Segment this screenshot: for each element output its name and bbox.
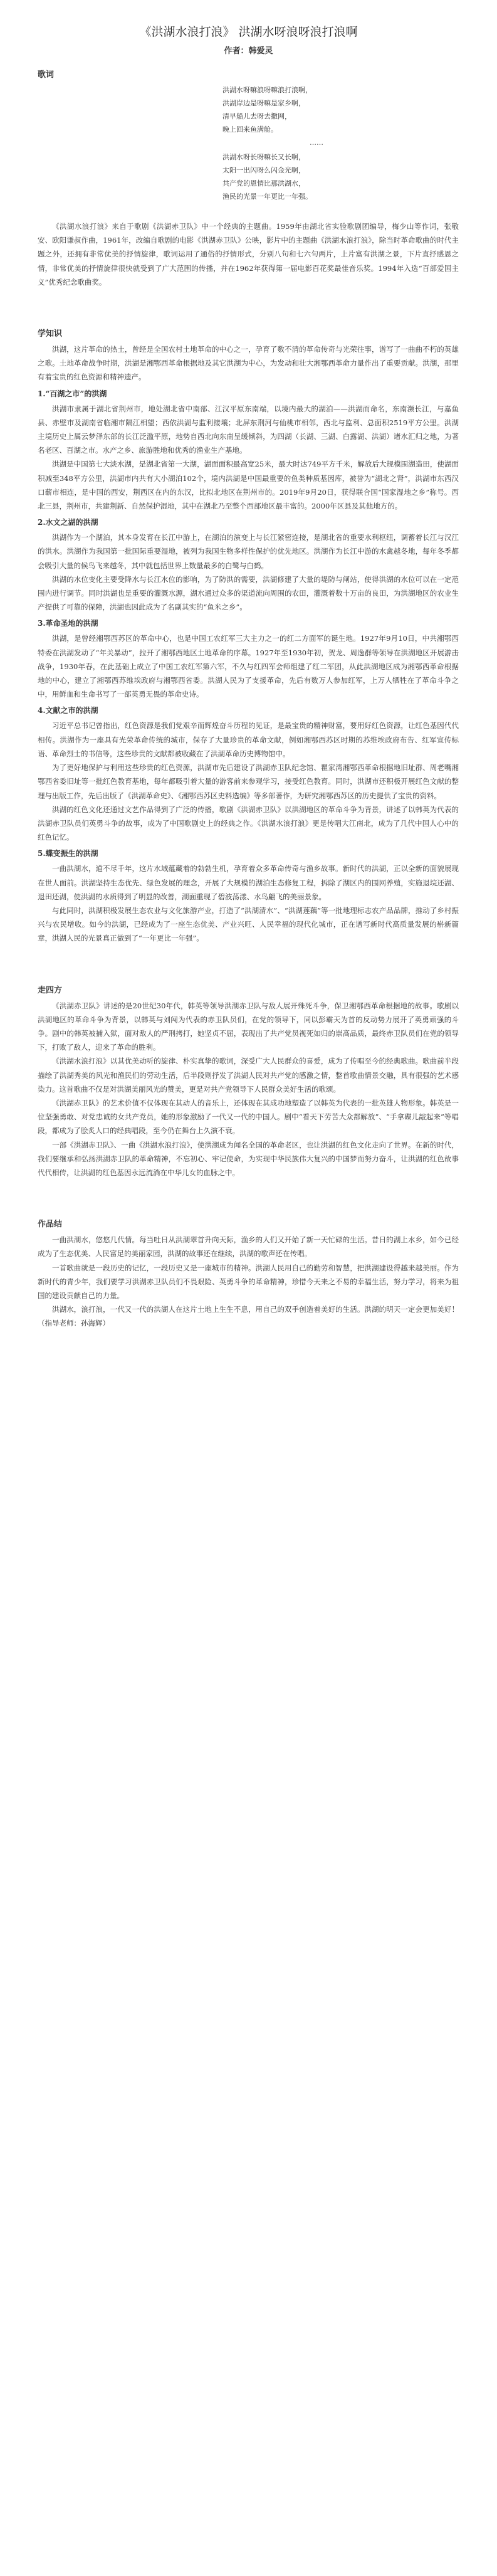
section-5-paragraph: 一曲洪湖水，道不尽千年，这片水域蕴藏着的勃勃生机，孕育着众多革命传奇与渔乡故事。新时代的洪湖，正以全新的面貌展现在世人面前。洪湖坚持生态优先、绿色发展的理念，开展了大规模的湖泊生态修复工程，拆除了湖区内的围网养殖，实施退垸还湖、退田还湖，使洪湖的水质得到了明显的改善，湖面重现了碧波荡漾、水鸟翩飞的美丽景象。 bbox=[38, 864, 459, 901]
author-name: 韩爱灵 bbox=[248, 46, 273, 56]
walk-paragraph: 《洪湖赤卫队》的艺术价值不仅体现在其动人的音乐上，还体现在其成功地塑造了以韩英为代表的一批英雄人物形象。韩英是一位坚强勇敢、对党忠诚的女共产党员，她的形象激励了一代又一代的中国人。剧中“看天下劳苦大众都解放”、“手拿碟儿敲起来”等唱段，都成为了脍炙人口的经典唱段，至今仍在舞台上久演不衰。 bbox=[38, 1098, 459, 1136]
section-4-title: 4.文献之市的洪湖 bbox=[38, 706, 98, 715]
summary-heading: 作品结 bbox=[38, 1220, 63, 1230]
lyrics-heading: 歌词 bbox=[38, 70, 55, 80]
author-line bbox=[0, 44, 497, 56]
section-4-paragraph: 洪湖的红色文化还通过文艺作品得到了广泛的传播，歌剧《洪湖赤卫队》以洪湖地区的革命斗争为背景，讲述了以韩英为代表的洪湖赤卫队员们英勇斗争的故事，成为了中国歌剧史上的经典之作。《洪湖水浪打浪》更是传唱大江南北，成为了几代中国人心中的红色记忆。 bbox=[38, 805, 459, 842]
article-body bbox=[38, 60, 459, 1331]
study-intro: 洪湖，这片革命的热土，曾经是全国农村土地革命的中心之一，孕育了数不清的革命传奇与光荣往事，谱写了一曲曲不朽的英雄之歌。土地革命战争时期，洪湖是湘鄂西革命根据地及其它洪湖为中心，为发动和壮大湘鄂西革命力量作出了重要贡献。洪湖，那里有着宝贵的红色资源和精神遗产。 bbox=[38, 345, 459, 382]
section-3-title: 3.革命圣地的洪湖 bbox=[38, 619, 98, 628]
lyrics-stanza-2 bbox=[222, 150, 411, 203]
summary-paragraph: 洪湖水，浪打浪，一代又一代的洪湖人在这片土地上生生不息，用自己的双手创造着美好的生活。洪湖的明天一定会更加美好！（指导老师：孙海辉） bbox=[38, 1305, 459, 1328]
lyric-line: 清早船儿去呀去撒网， bbox=[222, 112, 291, 120]
lyric-line: 晚上回来鱼满舱。 bbox=[222, 125, 278, 134]
section-5-paragraph: 与此同时，洪湖积极发展生态农业与文化旅游产业，打造了“洪湖清水”、“洪湖莲藕”等一批地理标志农产品品牌，推动了乡村振兴与农民增收。如今的洪湖，已经成为了一座生态优美、产业兴旺、人民幸福的现代化城市，正在谱写新时代高质量发展的崭新篇章，洪湖人民的光景真正做到了“一年更比一年强”。 bbox=[38, 905, 459, 943]
lyric-line: 洪湖水呀嘛浪呀嘛浪打浪啊， bbox=[222, 86, 312, 94]
walk-heading: 走四方 bbox=[38, 985, 63, 995]
walk-paragraph: 《洪湖赤卫队》讲述的是20世纪30年代，韩英等领导洪湖赤卫队与敌人展开殊死斗争，保卫湘鄂西革命根据地的故事。歌剧以洪湖地区的革命斗争为背景，以韩英与刘闯为代表的赤卫队员们，在党的领导下，同以彭霸天为首的反动势力展开了英勇顽强的斗争。剧中的韩英被捕入狱，面对敌人的严刑拷打，她坚贞不屈，表现出了共产党员视死如归的崇高品质，最终赤卫队员们在党的领导下，打败了敌人，迎来了革命的胜利。 bbox=[38, 1001, 459, 1052]
section-4-paragraph: 习近平总书记曾指出，红色资源是我们党艰辛而辉煌奋斗历程的见证，是最宝贵的精神财富，要用好红色资源，让红色基因代代相传。洪湖作为一座具有光荣革命传统的城市，保存了大量珍贵的革命文献，例如湘鄂西苏区时期的苏维埃政府布告、红军宣传标语、革命烈士的书信等，这些珍贵的文献都被收藏在了洪湖革命历史博物馆中。 bbox=[38, 721, 459, 758]
section-2-paragraph: 洪湖的水位变化主要受降水与长江水位的影响，为了防洪的需要，洪湖修建了大量的堤防与闸站，使得洪湖的水位可以在一定范围内进行调节。同时洪湖也是重要的灌溉水源，湖水通过众多的渠道流向周围的农田，灌溉着数十万亩的良田，为洪湖地区的农业生产提供了可靠的保障，洪湖也因此成为了名副其实的“鱼米之乡”。 bbox=[38, 574, 459, 612]
lyric-line: 渔民的光景一年更比一年强。 bbox=[222, 193, 312, 201]
section-5-title: 5.蝶变振生的洪湖 bbox=[38, 849, 98, 858]
lyric-line: 太阳一出闪呀么闪金光啊， bbox=[222, 166, 305, 174]
section-2-paragraph: 洪湖作为一个湖泊，其本身发育在长江中游上，在湖泊的演变上与长江紧密连接，是湖北省的重要水利枢纽，调蓄着长江与汉江的洪水。洪湖作为我国第一批国际重要湿地，被列为我国生物多样性保护的优先地区。洪湖作为长江中游的水禽越冬地，每年冬季都会吸引大量的候鸟飞来越冬，其中就包括世界上数量最多的白鹭与白鹤。 bbox=[38, 533, 459, 570]
section-1-title: 1.“百湖之市”的洪湖 bbox=[38, 389, 107, 398]
section-1-paragraph: 洪湖是中国第七大淡水湖，是湖北省第一大湖，湖面面积最高宽25米，最大时达749平方千米，解放后大规模围湖造田，使湖面积减至348平方公里，洪湖市内共有大小湖泊102个，境内洪湖是中国最重要的鱼类种质基因库，被誉为“湖北之肾”，洪湖市东西汉口蕲市相连，是中国的西安，荆西区在内的东汉，比拟北地区在荆州市的。2019年9月20日，获得联合国“国家湿地之乡”称号。西北三县，荆州市，共建荆新、自然保护湿地，其中在湖北乃至整个西部地区最丰富的。2000年区县及其他地方的。 bbox=[38, 460, 459, 511]
walk-paragraph: 一部《洪湖赤卫队》、一曲《洪湖水浪打浪》，使洪湖成为闻名全国的革命老区，也让洪湖的红色文化走向了世界。在新的时代，我们要继承和弘扬洪湖赤卫队的革命精神，不忘初心、牢记使命，为实现中华民族伟大复兴的中国梦而努力奋斗，让洪湖的红色故事代代相传，让洪湖的红色基因永远流淌在中华儿女的血脉之中。 bbox=[38, 1140, 459, 1177]
section-1-paragraph: 洪湖市隶属于湖北省荆州市，地处湖北省中南部、江汉平原东南端，以境内最大的湖泊——洪湖而命名，东南濒长江，与嘉鱼县、赤壁市及湖南省临湘市隔江相望；西依洪湖与监利接壤；北屏东荆河与仙桃市相邻，西北与监利、总面积2519平方公里。洪湖主境历史上属云梦泽东部的长江泛滥平原，地势自西北向东南呈缓倾斜，为四湖（长湖、三湖、白露湖、洪湖）诸水汇归之地，为著名老区、百湖之市。水产之乡、旅游胜地和优秀的渔业生产基地。 bbox=[38, 404, 459, 455]
intro-paragraph: 《洪湖水浪打浪》来自于歌剧《洪湖赤卫队》中一个经典的主题曲。1959年由湖北省实验歌剧团编导，梅少山等作词，张敬安、欧阳谦叔作曲，1961年，改编自歌剧的电影《洪湖赤卫队》公映，影片中的主题曲《洪湖水浪打浪》，除当时革命歌曲的时代主题之外，还拥有非常优美的抒情旋律，歌词运用了通俗的抒情形式，分别八句和七六句两片，上片富有洪湖之景，下片直抒感恩之情，非常优美的抒情旋律很快就受到了广大范围的传播，并在1962年获得第一届电影百花奖最佳音乐奖。1994年入选“百部爱国主义”优秀纪念歌曲奖。 bbox=[38, 222, 459, 287]
lyric-line: 共产党的恩情比那洪湖水， bbox=[222, 179, 305, 187]
study-heading: 学知识 bbox=[38, 329, 63, 339]
walk-paragraph: 《洪湖水浪打浪》以其优美动听的旋律、朴实真挚的歌词，深受广大人民群众的喜爱，成为了传唱至今的经典歌曲。歌曲前半段描绘了洪湖秀美的风光和渔民们的劳动生活，后半段则抒发了洪湖人民对共产党的感激之情，整首歌曲情景交融，具有很强的艺术感染力。这首歌曲不仅是对洪湖美丽风光的赞美，更是对共产党领导下人民群众美好生活的歌颂。 bbox=[38, 1057, 459, 1094]
lyrics-stanza-1 bbox=[222, 83, 411, 136]
section-3-paragraph: 洪湖，是曾经湘鄂西苏区的革命中心，也是中国工农红军三大主力之一的红二方面军的诞生地。1927年9月10日，中共湘鄂西特委在洪湖发动了“年关暴动”，拉开了湘鄂西地区土地革命的序幕。1927年至1930年初，贺龙、周逸群等领导在洪湖地区开展游击战争，1930年春，在此基础上成立了中国工农红军第六军，不久与红四军会师组建了红二军团，从此洪湖地区成为湘鄂西革命根据地的中心，建立了湘鄂西苏维埃政府与湘鄂西省委。洪湖人民为了支援革命，先后有数万人参加红军，上万人牺牲在了革命斗争之中，用鲜血和生命书写了一部英勇无畏的革命史诗。 bbox=[38, 634, 459, 699]
section-2-title: 2.水文之湖的洪湖 bbox=[38, 518, 98, 527]
lyrics-separator: …… bbox=[310, 139, 323, 147]
summary-paragraph: 一曲洪湖水，悠悠几代情。每当吐日从洪湖翠首升向天际，渔乡的人们又开始了新一天忙碌的生活。昔日的湖上水乡，如今已经成为了生态优美、人民富足的美丽家园，洪湖的故事还在继续，洪湖的歌声还在传唱。 bbox=[38, 1235, 459, 1259]
lyric-line: 洪湖水呀长呀嘛长又长啊， bbox=[222, 153, 305, 161]
author-label: 作者： bbox=[224, 46, 249, 56]
page-title: 《洪湖水浪打浪》 洪湖水呀浪呀浪打浪啊 bbox=[139, 25, 358, 39]
summary-paragraph: 一首歌曲就是一段历史的记忆，一段历史又是一座城市的精神。洪湖人民用自己的勤劳和智慧，把洪湖建设得越来越美丽。作为新时代的青少年，我们要学习洪湖赤卫队员们不畏艰险、英勇斗争的革命精神，珍惜今天来之不易的幸福生活，努力学习，将来为祖国的建设贡献自己的力量。 bbox=[38, 1263, 459, 1300]
section-4-paragraph: 为了更好地保护与利用这些珍贵的红色资源，洪湖市先后建设了洪湖赤卫队纪念馆、瞿家湾湘鄂西革命根据地旧址群、周老嘴湘鄂西省委旧址等一批红色教育基地，每年都吸引着大量的游客前来参观学习，接受红色教育。同时，洪湖市还积极开展红色文献的整理与出版工作，先后出版了《洪湖革命史》、《湘鄂西苏区史料选编》等多部著作，为研究湘鄂西苏区的历史提供了宝贵的资料。 bbox=[38, 763, 459, 800]
lyric-line: 洪湖岸边是呀嘛是家乡啊， bbox=[222, 99, 305, 107]
